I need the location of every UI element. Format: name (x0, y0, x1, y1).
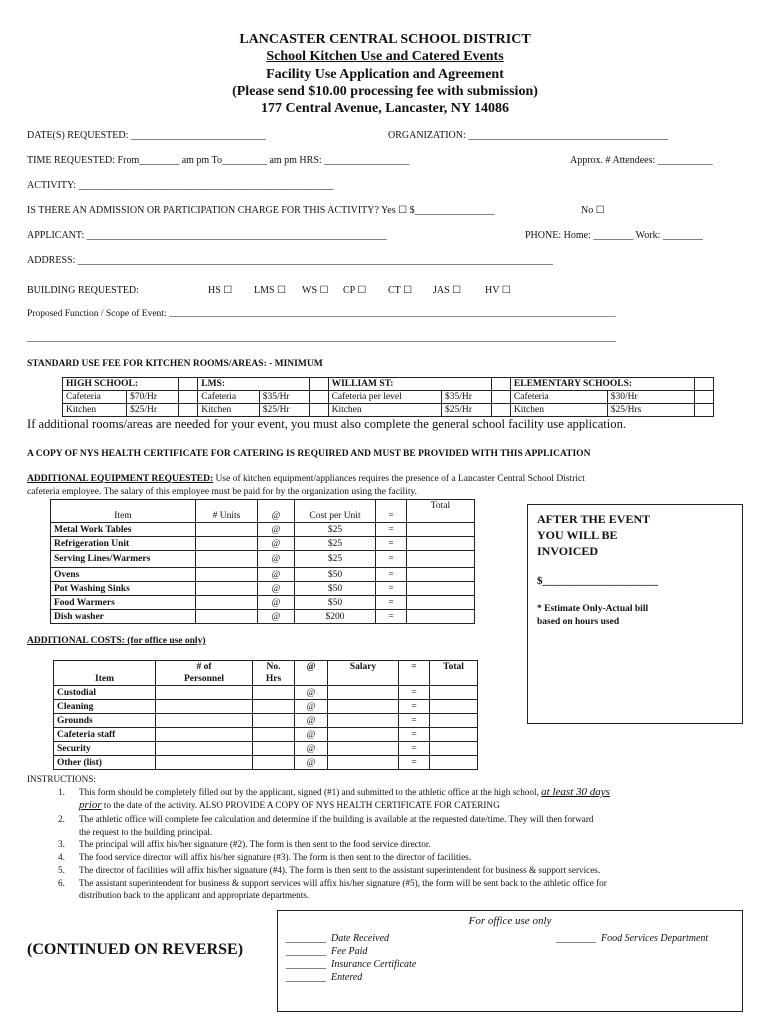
instruction-1-prior: prior (79, 799, 102, 811)
building-checkbox-hs[interactable]: HS ☐ (208, 285, 233, 296)
cost-item: Other (list) (54, 756, 156, 770)
column-header-equals: = (399, 661, 430, 686)
building-checkbox-cp[interactable]: CP ☐ (343, 285, 367, 296)
additional-rooms-note: If additional rooms/areas are needed for your event, you must also complete the general school facility use application. (27, 417, 627, 431)
total-input[interactable] (407, 568, 475, 582)
column-header-equals: = (376, 500, 407, 523)
column-header-cost: Cost per Unit (295, 500, 376, 523)
total-input[interactable] (407, 596, 475, 610)
entered-field[interactable] (286, 972, 362, 983)
equipment-item: Ovens (51, 568, 196, 582)
instruction-1-deadline: at least 30 days (541, 786, 610, 798)
salary-input[interactable] (328, 686, 399, 700)
date-received-field[interactable] (286, 933, 389, 944)
units-input[interactable] (196, 596, 258, 610)
fee-cell: $25/Hr (127, 404, 179, 417)
estimate-note-line2: based on hours used (537, 617, 620, 627)
instruction-number: 4. (58, 852, 65, 862)
unit-cost: $25 (295, 537, 376, 551)
standard-fee-title: STANDARD USE FEE FOR KITCHEN ROOMS/AREAS: - MINIMUM (27, 359, 323, 369)
blank-line: ________ (556, 933, 596, 944)
date-received-label: Date Received (331, 933, 390, 944)
equals-sign: = (399, 700, 430, 714)
equals-sign: = (376, 537, 407, 551)
hours-input[interactable] (253, 714, 295, 728)
insurance-certificate-label: Insurance Certificate (331, 959, 417, 970)
time-requested-field[interactable]: TIME REQUESTED: From________ am pm To_________ am pm HRS: _________________ (27, 155, 410, 166)
equals-sign: = (399, 756, 430, 770)
hours-input[interactable] (253, 756, 295, 770)
instruction-number: 6. (58, 878, 65, 888)
fee-cell: $30/Hr (607, 391, 694, 404)
organization-field[interactable]: ORGANIZATION: ________________________________________ (388, 130, 669, 141)
column-header-at: @ (295, 661, 328, 686)
estimate-note-line1: * Estimate Only-Actual bill (537, 604, 649, 614)
instructions-title: INSTRUCTIONS: (27, 774, 96, 784)
units-input[interactable] (196, 610, 258, 624)
fee-cell: $25/Hrs (607, 404, 694, 417)
equals-sign: = (376, 582, 407, 596)
instruction-number: 1. (58, 787, 65, 797)
fee-cell: Kitchen (198, 404, 259, 417)
personnel-input[interactable] (156, 728, 253, 742)
instruction-1-text2: to the date of the activity. ALSO PROVIDE A COPY OF NYS HEALTH CERTIFICATE FOR CATERING (103, 800, 500, 810)
at-sign: @ (258, 610, 295, 624)
fee-header-hs: HIGH SCHOOL: (63, 378, 179, 391)
total-input[interactable] (430, 728, 478, 742)
units-input[interactable] (196, 582, 258, 596)
instruction-5: The director of facilities will affix his/her signature (#4). The form is then sent to the assistant superintendent for business & support services. (79, 865, 601, 875)
equipment-header-row (51, 500, 475, 523)
hours-input[interactable] (253, 686, 295, 700)
building-checkbox-ct[interactable]: CT ☐ (388, 285, 413, 296)
fee-cell: $70/Hr (127, 391, 179, 404)
instruction-3: The principal will affix his/her signature (#2). The form is then sent to the food service director. (79, 839, 431, 849)
at-sign: @ (295, 728, 328, 742)
district-title: LANCASTER CENTRAL SCHOOL DISTRICT (239, 32, 531, 47)
instruction-6-continued: distribution back to the applicant and appropriate departments. (79, 890, 310, 900)
costs-row (54, 686, 478, 700)
fee-cell: $25/Hr (259, 404, 309, 417)
salary-input[interactable] (328, 700, 399, 714)
equipment-row (51, 523, 475, 537)
fee-cell: $25/Hr (442, 404, 492, 417)
units-input[interactable] (196, 537, 258, 551)
instruction-2: The athletic office will complete fee calculation and determine if the building is available at the requested date/time. They will then forward (79, 814, 594, 824)
total-input[interactable] (430, 714, 478, 728)
invoice-amount-field[interactable]: $_____________________ (537, 575, 658, 587)
unit-cost: $200 (295, 610, 376, 624)
food-services-field[interactable] (556, 933, 708, 944)
fee-cell: Cafeteria per level (328, 391, 441, 404)
unit-cost: $25 (295, 523, 376, 537)
hours-input[interactable] (253, 742, 295, 756)
additional-costs-title: ADDITIONAL COSTS: (for office use only) (27, 636, 206, 646)
fee-cell: Cafeteria (198, 391, 259, 404)
personnel-input[interactable] (156, 756, 253, 770)
office-use-title: For office use only (468, 915, 552, 927)
fee-cell: Cafeteria (63, 391, 127, 404)
applicant-field[interactable]: APPLICANT: ____________________________________________________________ (27, 230, 387, 241)
total-input[interactable] (407, 537, 475, 551)
instruction-number: 2. (58, 814, 65, 824)
costs-row (54, 714, 478, 728)
cost-item: Custodial (54, 686, 156, 700)
total-input[interactable] (407, 551, 475, 568)
blank-line: ________ (286, 972, 326, 983)
equipment-row (51, 582, 475, 596)
invoice-line2: YOU WILL BE (537, 528, 618, 542)
equals-sign: = (376, 568, 407, 582)
fee-table (62, 377, 714, 417)
phone-field[interactable]: PHONE: Home: ________ Work: ________ (525, 230, 703, 241)
cost-item: Grounds (54, 714, 156, 728)
admission-charge-field[interactable]: IS THERE AN ADMISSION OR PARTICIPATION CHARGE FOR THIS ACTIVITY? Yes ☐ $________________ (27, 205, 495, 216)
invoice-line3: INVOICED (537, 544, 599, 558)
form-title: School Kitchen Use and Catered Events (266, 49, 504, 64)
fee-cell: Cafeteria (510, 391, 607, 404)
personnel-input[interactable] (156, 742, 253, 756)
at-sign: @ (295, 756, 328, 770)
hrs-header-line1: No. (266, 662, 281, 672)
units-input[interactable] (196, 551, 258, 568)
equipment-item: Serving Lines/Warmers (51, 551, 196, 568)
office-use-box (277, 910, 743, 1012)
equipment-row (51, 537, 475, 551)
instruction-2-continued: the request to the building principal. (79, 827, 213, 837)
food-services-label: Food Services Department (601, 933, 709, 944)
fee-paid-label: Fee Paid (331, 946, 368, 957)
at-sign: @ (295, 714, 328, 728)
health-certificate-note: A COPY OF NYS HEALTH CERTIFICATE FOR CATERING IS REQUIRED AND MUST BE PROVIDED WITH THIS APPLICATION (27, 449, 591, 459)
column-header-item: Item (54, 661, 156, 686)
column-header-personnel (156, 661, 253, 686)
fee-table-row (63, 404, 714, 417)
charge-no-checkbox[interactable]: No ☐ (581, 205, 605, 216)
equipment-row (51, 568, 475, 582)
scope-field-continued[interactable]: ____________________________________________________________________________________________________________________________ (27, 334, 616, 344)
at-sign: @ (258, 582, 295, 596)
building-checkbox-lms[interactable]: LMS ☐ (254, 285, 287, 296)
total-input[interactable] (407, 523, 475, 537)
fee-cell: $35/Hr (259, 391, 309, 404)
equals-sign: = (376, 523, 407, 537)
fee-cell: Kitchen (328, 404, 441, 417)
column-header-units: # Units (196, 500, 258, 523)
instruction-number: 3. (58, 839, 65, 849)
units-input[interactable] (196, 568, 258, 582)
personnel-header-line1: # of (196, 662, 212, 672)
at-sign: @ (258, 551, 295, 568)
column-header-salary: Salary (328, 661, 399, 686)
district-address: 177 Central Avenue, Lancaster, NY 14086 (261, 101, 509, 116)
entered-label: Entered (331, 972, 363, 983)
dates-requested-field[interactable]: DATE(S) REQUESTED: ___________________________ (27, 130, 266, 141)
instruction-4: The food service director will affix his/her signature (#3). The form is then sent to the director of facilities. (79, 852, 472, 862)
fee-header-william-st: WILLIAM ST: (328, 378, 491, 391)
equipment-item: Food Warmers (51, 596, 196, 610)
at-sign: @ (295, 686, 328, 700)
equipment-row (51, 610, 475, 624)
equipment-row (51, 596, 475, 610)
blank-line: ________ (286, 946, 326, 957)
total-input[interactable] (430, 742, 478, 756)
instruction-1-text: This form should be completely filled out by the applicant, signed (#1) and submitted to the athletic office at the high school, (79, 787, 539, 797)
fee-paid-field[interactable] (286, 946, 367, 957)
additional-costs-table (53, 660, 478, 770)
equals-sign: = (376, 596, 407, 610)
equals-sign: = (399, 714, 430, 728)
cost-item: Cleaning (54, 700, 156, 714)
column-header-hrs (253, 661, 295, 686)
personnel-header-line2: Personnel (183, 674, 225, 684)
instruction-1-continued (79, 799, 500, 812)
insurance-certificate-field[interactable] (286, 959, 416, 970)
unit-cost: $25 (295, 551, 376, 568)
equals-sign: = (376, 551, 407, 568)
costs-header-row (54, 661, 478, 686)
equipment-desc-line1: Use of kitchen equipment/appliances requires the presence of a Lancaster Central School District (213, 474, 585, 484)
activity-field[interactable]: ACTIVITY: ___________________________________________________ (27, 180, 334, 191)
total-input[interactable] (430, 756, 478, 770)
costs-row (54, 728, 478, 742)
at-sign: @ (258, 568, 295, 582)
at-sign: @ (258, 523, 295, 537)
personnel-input[interactable] (156, 714, 253, 728)
personnel-input[interactable] (156, 686, 253, 700)
equipment-item: Refrigeration Unit (51, 537, 196, 551)
fee-cell: $35/Hr (442, 391, 492, 404)
fee-notice: (Please send $10.00 processing fee with submission) (232, 84, 538, 99)
personnel-input[interactable] (156, 700, 253, 714)
at-sign: @ (258, 537, 295, 551)
building-checkbox-ws[interactable]: WS ☐ (302, 285, 329, 296)
equipment-item: Dish washer (51, 610, 196, 624)
fee-table-row (63, 391, 714, 404)
total-input[interactable] (407, 610, 475, 624)
column-header-at: @ (258, 500, 295, 523)
total-input[interactable] (407, 582, 475, 596)
building-requested-label: BUILDING REQUESTED: (27, 285, 139, 296)
equals-sign: = (399, 742, 430, 756)
fee-header-elementary: ELEMENTARY SCHOOLS: (510, 378, 694, 391)
instruction-6: The assistant superintendent for business & support services will affix his/her signature (#5), the form will be sent back to the athletic office for (79, 878, 607, 888)
cost-item: Cafeteria staff (54, 728, 156, 742)
salary-input[interactable] (328, 742, 399, 756)
hours-input[interactable] (253, 700, 295, 714)
at-sign: @ (295, 742, 328, 756)
salary-input[interactable] (328, 714, 399, 728)
attendees-field[interactable]: Approx. # Attendees: ___________ (570, 155, 713, 166)
units-input[interactable] (196, 523, 258, 537)
blank-line: ________ (286, 959, 326, 970)
equals-sign: = (399, 728, 430, 742)
fee-header-lms: LMS: (198, 378, 309, 391)
fee-cell: Kitchen (510, 404, 607, 417)
equipment-table (50, 499, 475, 624)
scope-field[interactable]: Proposed Function / Scope of Event: ______________________________________________________________________________________________ (27, 309, 616, 319)
equals-sign: = (399, 686, 430, 700)
total-input[interactable] (430, 686, 478, 700)
invoice-box (527, 504, 743, 724)
total-input[interactable] (430, 700, 478, 714)
building-checkbox-jas[interactable]: JAS ☐ (433, 285, 462, 296)
salary-input[interactable] (328, 756, 399, 770)
unit-cost: $50 (295, 582, 376, 596)
at-sign: @ (295, 700, 328, 714)
equals-sign: = (376, 610, 407, 624)
equipment-item: Metal Work Tables (51, 523, 196, 537)
costs-row (54, 756, 478, 770)
form-subtitle: Facility Use Application and Agreement (266, 67, 504, 82)
instruction-number: 5. (58, 865, 65, 875)
fee-table-header-row (63, 378, 714, 391)
unit-cost: $50 (295, 568, 376, 582)
blank-line: ________ (286, 933, 326, 944)
equipment-title: ADDITIONAL EQUIPMENT REQUESTED: (27, 474, 214, 484)
cost-item: Security (54, 742, 156, 756)
continued-on-reverse: (CONTINUED ON REVERSE) (27, 941, 244, 958)
unit-cost: $50 (295, 596, 376, 610)
instruction-1 (79, 786, 610, 799)
equipment-item: Pot Washing Sinks (51, 582, 196, 596)
address-field[interactable]: ADDRESS: _______________________________________________________________________________________________ (27, 255, 553, 266)
column-header-item: Item (51, 500, 196, 523)
building-checkbox-hv[interactable]: HV ☐ (485, 285, 511, 296)
equipment-description (27, 474, 585, 484)
equipment-row (51, 551, 475, 568)
column-header-total: Total (430, 661, 478, 686)
invoice-line1: AFTER THE EVENT (537, 512, 651, 526)
costs-row (54, 742, 478, 756)
equipment-desc-line2: cafeteria employee. The salary of this employee must be paid for by the organization using the facility. (27, 487, 417, 497)
at-sign: @ (258, 596, 295, 610)
hrs-header-line2: Hrs (265, 674, 282, 684)
costs-row (54, 700, 478, 714)
fee-cell: Kitchen (63, 404, 127, 417)
hours-input[interactable] (253, 728, 295, 742)
salary-input[interactable] (328, 728, 399, 742)
column-header-total: Total (407, 500, 475, 523)
